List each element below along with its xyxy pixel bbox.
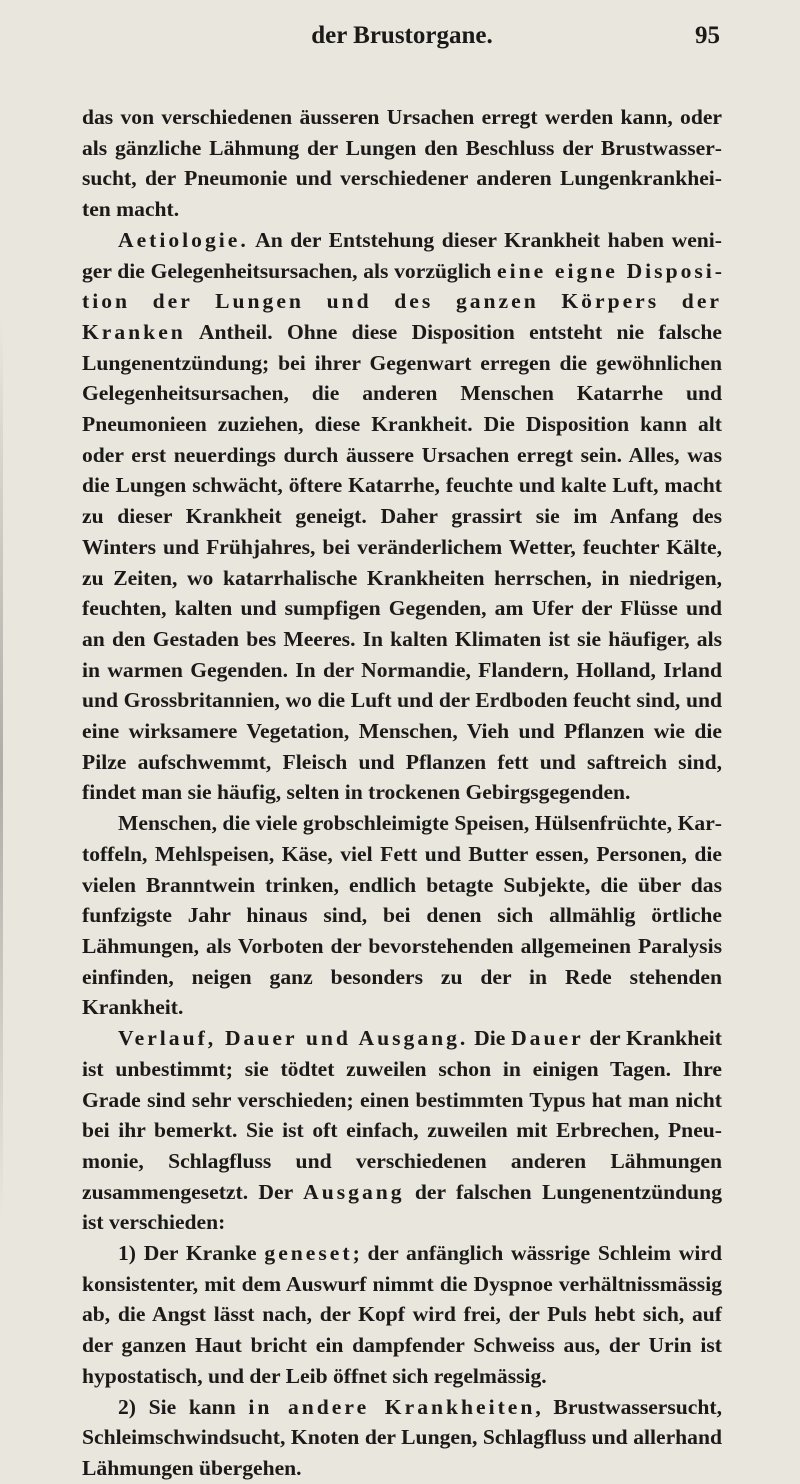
paragraph-3 xyxy=(82,808,722,1023)
list-item-1-number: 1) xyxy=(118,1241,136,1266)
paragraph-1 xyxy=(82,102,722,225)
list-item-2 xyxy=(82,1392,722,1484)
page-number: 95 xyxy=(695,22,720,49)
emphasis-andere-krankheiten: in andere Krankheiten xyxy=(248,1394,536,1419)
list-item-2-number: 2) xyxy=(118,1394,136,1419)
list-item-1 xyxy=(82,1238,722,1392)
list-item-2-text-b: , Brustwassersucht, Schleimschwindsucht, Knoten der Lungen, Schlagfluss und allerhand Lähmungen übergehen. xyxy=(82,1394,722,1480)
paragraph-4-text-a: Die xyxy=(468,1026,512,1051)
emphasis-dauer: Dauer xyxy=(511,1026,584,1051)
paragraph-2-text-a: An der Entstehung dieser Krankheit haben weniger die Gelegenheitsursachen, als vorzüglich xyxy=(82,227,722,283)
emphasis-geneset: geneset xyxy=(264,1241,353,1266)
list-item-1-text-b: ; der anfänglich wässrige Schleim wird konsistenter, mit dem Auswurf nimmt die Dyspnoe verhältnissmässig ab, die Angst lässt nach, der Kopf wird frei, der Puls hebt sich, auf der ganzen Haut bricht ein dampfender Schweiss aus, der Urin ist hypostatisch, und der Leib öffnet sich regelmässig. xyxy=(82,1241,722,1388)
paragraph-1-text: das von verschiedenen äusseren Ursachen erregt werden kann, oder als gänzliche Lähmung der Lungen den Beschluss der Brustwassersucht, der Pneumonie und verschiedener anderen Lungenkrankheiten macht. xyxy=(82,105,722,222)
list-item-1-text-a: Der Kranke xyxy=(136,1241,265,1266)
page-gutter-shadow xyxy=(0,320,3,1220)
emphasis-disposition: eine eigne Disposition der Lungen und des ganzen Körpers der Kranken xyxy=(82,258,722,344)
paragraph-verlauf xyxy=(82,1023,722,1238)
paragraph-2-text-b: Antheil. Ohne diese Disposition entsteht nie falsche Lungenentzündung; bei ihrer Gegenwart erregen die gewöhnlichen Gelegenheitsursachen, die anderen Menschen Katarrhe und Pneumonieen zuziehen, diese Krankheit. Die Disposition kann alt oder erst neuerdings durch äussere Ursachen erregt sein. Alles, was die Lungen schwächt, öftere Katarrhe, feuchte und kalte Luft, macht zu dieser Krankheit geneigt. Daher grassirt sie im Anfang des Winters und Frühjahres, bei veränderlichem Wetter, feuchter Kälte, zu Zeiten, wo katarrhalische Krankheiten herrschen, in niedrigen, feuchten, kalten und sumpfigen Gegenden, am Ufer der Flüsse und an den Gestaden bes Meeres. In kalten Klimaten ist sie häufiger, als in warmen Gegenden. In der Normandie, Flandern, Holland, Irland und Grossbritannien, wo die Luft und der Erdboden feucht sind, und eine wirksamere Vegetation, Menschen, Vieh und Pflanzen wie die Pilze aufschwemmt, Fleisch und Pflanzen fett und saftreich sind, findet man sie häufig, selten in trockenen Gebirgsgegenden. xyxy=(82,319,722,805)
running-head xyxy=(82,22,722,62)
paragraph-aetiologie xyxy=(82,225,722,808)
body-text xyxy=(82,102,722,1484)
emphasis-ausgang: Ausgang xyxy=(303,1179,405,1204)
paragraph-4-text-c: der falschen Lungenentzündung ist verschieden: xyxy=(82,1179,722,1235)
running-title: der Brustorgane. xyxy=(311,22,493,49)
paragraph-3-text: Menschen, die viele grobschleimigte Speisen, Hülsenfrüchte, Kartoffeln, Mehlspeisen, Käse, viel Fett und Butter essen, Personen, die vielen Branntwein trinken, endlich betagte Subjekte, die über das funfzigste Jahr hinaus sind, bei denen sich allmählig örtliche Lähmungen, als Vorboten der bevorstehenden allgemeinen Paralysis einfinden, neigen ganz besonders zu der in Rede stehenden Krankheit. xyxy=(82,811,722,1020)
paragraph-4-text-b: der Krankheit ist unbestimmt; sie tödtet zuweilen schon in einigen Tagen. Ihre Grade sind sehr verschieden; einen bestimmten Typus hat man nicht bei ihr bemerkt. Sie ist oft einfach, zuweilen mit Erbrechen, Pneumonie, Schlagfluss und verschiedenen anderen Lähmungen zusammengesetzt. Der xyxy=(82,1026,722,1204)
list-item-2-text-a: Sie kann xyxy=(136,1394,249,1419)
section-heading-aetiologie: Aetiologie. xyxy=(118,227,249,252)
section-heading-verlauf: Verlauf, Dauer und Ausgang. xyxy=(118,1026,469,1051)
